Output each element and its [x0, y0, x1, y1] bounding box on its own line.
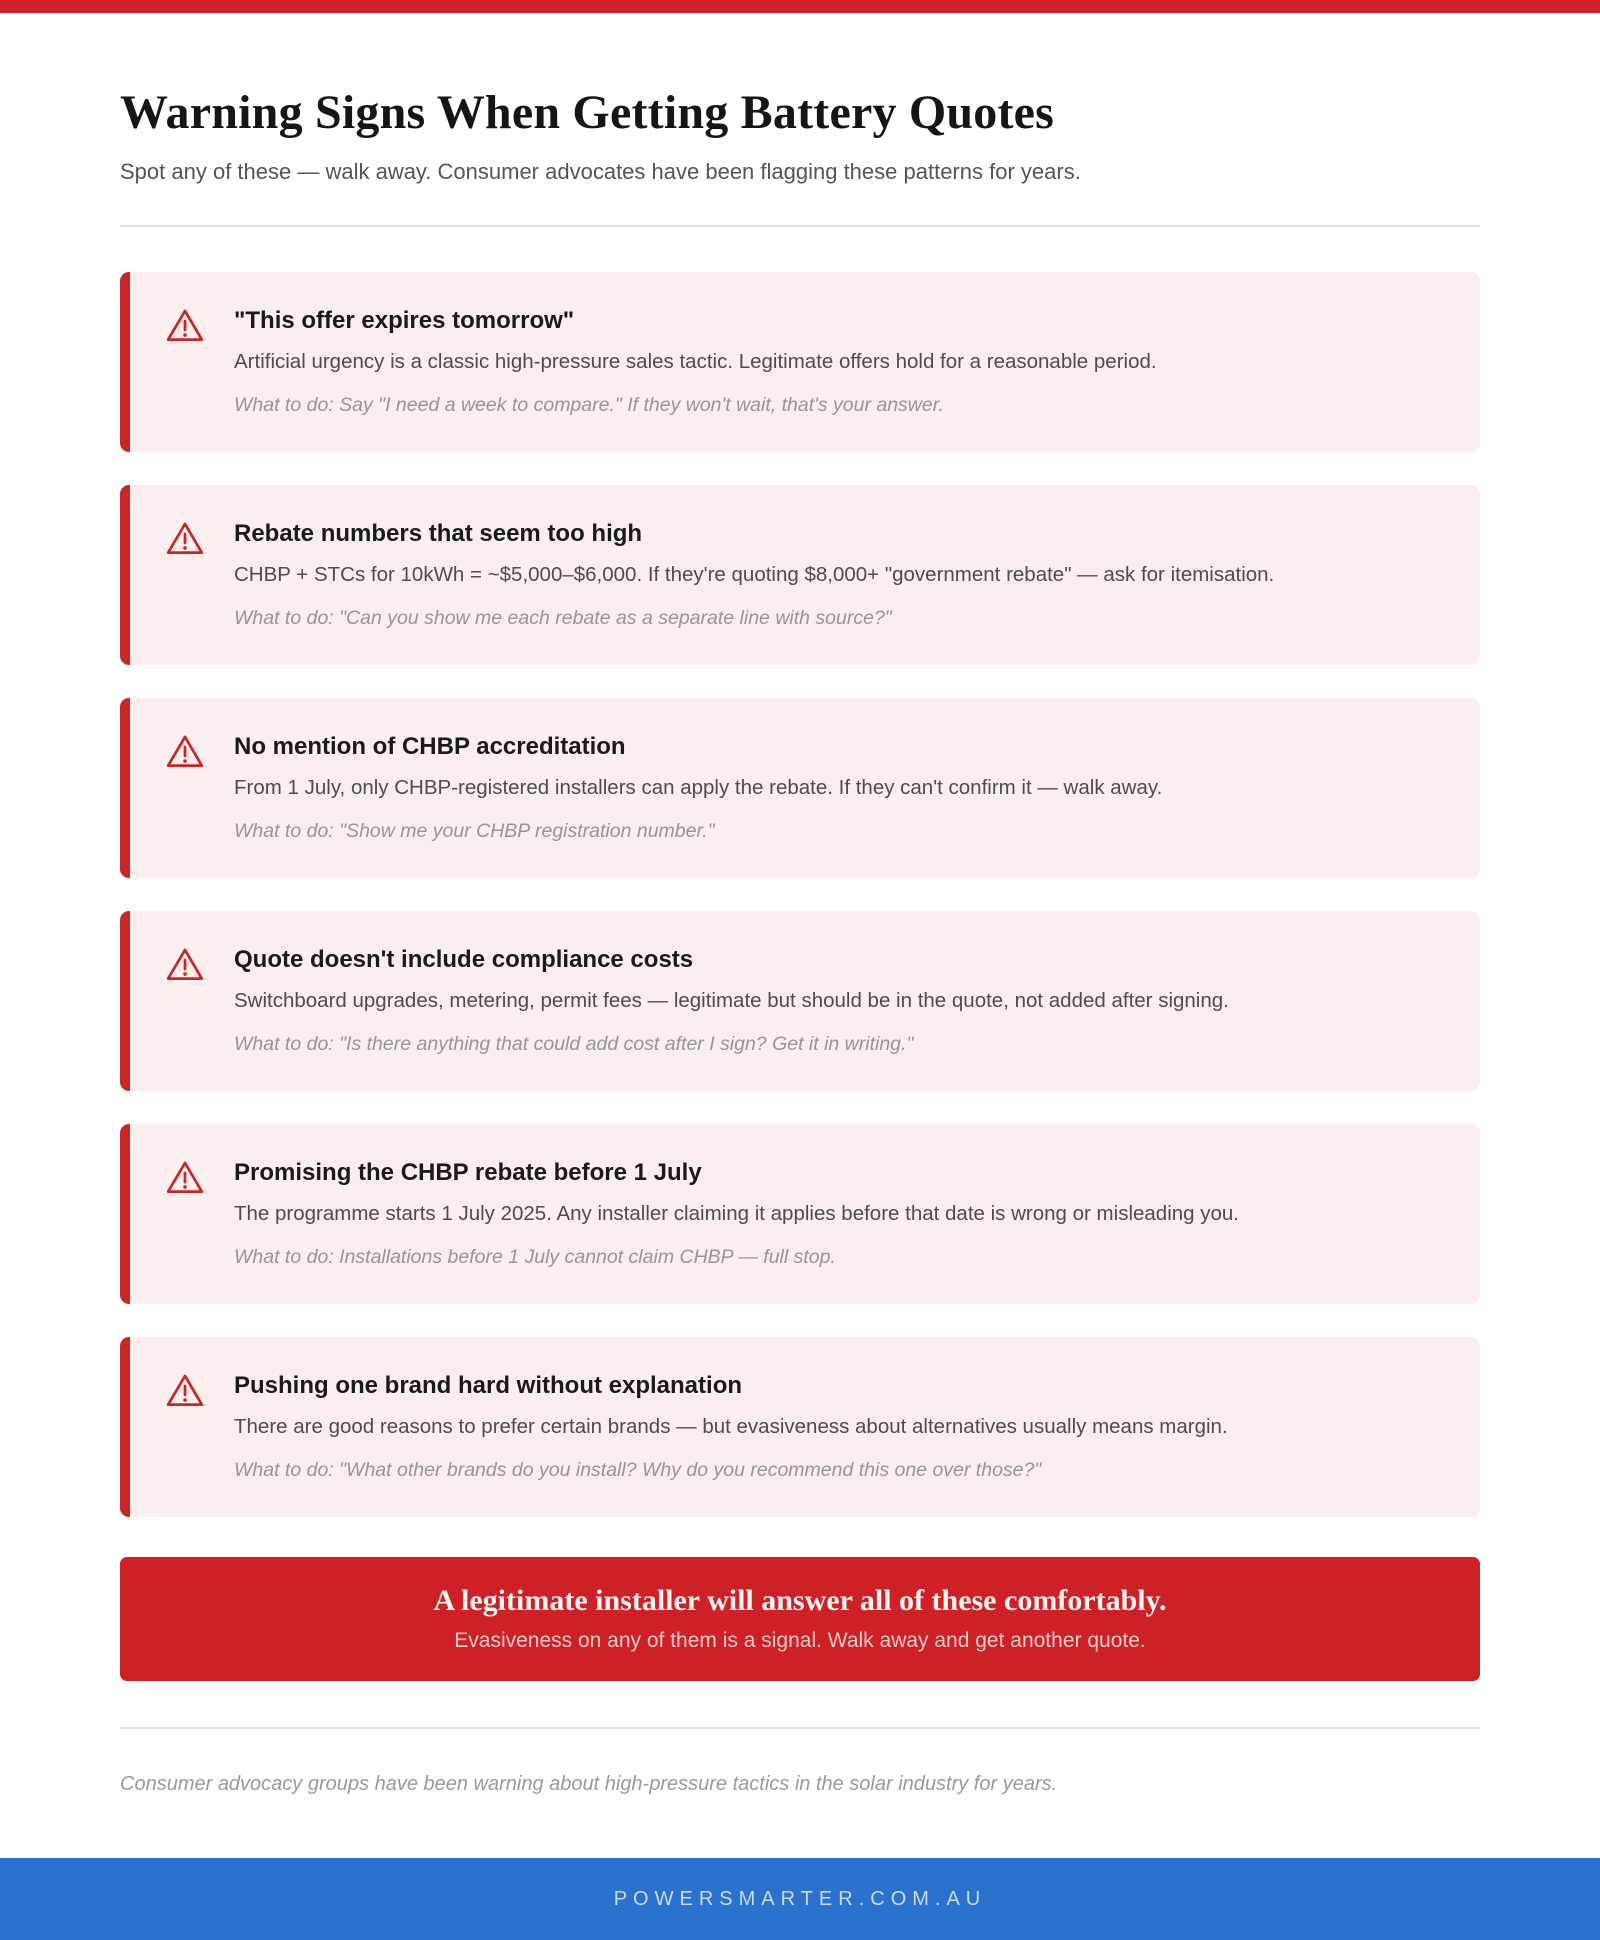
- warning-card: [120, 698, 1480, 878]
- warning-triangle-icon: [165, 520, 205, 631]
- card-body: [234, 1371, 1440, 1483]
- cta-banner: [120, 1557, 1480, 1681]
- document-body: [0, 13, 1600, 1858]
- card-description: Artificial urgency is a classic high-pressure sales tactic. Legitimate offers hold for a reasonable period.: [234, 350, 1157, 373]
- warning-card: [120, 1124, 1480, 1304]
- card-title: Pushing one brand hard without explanation: [234, 1372, 743, 1399]
- card-what-to-do: What to do: "What other brands do you install? Why do you recommend this one over those?": [234, 1459, 1042, 1481]
- card-description: The programme starts 1 July 2025. Any installer claiming it applies before that date is wrong or misleading you.: [234, 1202, 1240, 1225]
- site-url: POWERSMARTER.COM.AU: [613, 1887, 987, 1910]
- site-footer-bar: [0, 1858, 1600, 1940]
- card-title: Rebate numbers that seem too high: [234, 520, 643, 547]
- footnote: Consumer advocacy groups have been warning about high-pressure tactics in the solar industry for years.: [120, 1773, 1058, 1795]
- card-what-to-do: What to do: Say "I need a week to compare." If they won't wait, that's your answer.: [234, 394, 944, 416]
- card-what-to-do: What to do: "Show me your CHBP registration number.": [234, 820, 715, 842]
- card-what-to-do: What to do: "Is there anything that could add cost after I sign? Get it in writing.": [234, 1033, 914, 1055]
- warning-card: [120, 1337, 1480, 1517]
- card-what-to-do: What to do: "Can you show me each rebate as a separate line with source?": [234, 607, 892, 629]
- top-accent-bar: [0, 0, 1600, 13]
- warning-card: [120, 272, 1480, 452]
- card-what-to-do: What to do: Installations before 1 July cannot claim CHBP — full stop.: [234, 1246, 836, 1268]
- card-description: There are good reasons to prefer certain brands — but evasiveness about alternatives usually means margin.: [234, 1415, 1228, 1438]
- warning-triangle-icon: [165, 1159, 205, 1270]
- card-body: [234, 519, 1440, 631]
- warning-triangle-icon: [165, 1372, 205, 1483]
- warning-card-list: [120, 272, 1480, 1517]
- card-title: "This offer expires tomorrow": [234, 307, 575, 334]
- card-body: [234, 1158, 1440, 1270]
- warning-card: [120, 911, 1480, 1091]
- page-subtitle: Spot any of these — walk away. Consumer advocates have been flagging these patterns for years.: [120, 159, 1081, 184]
- card-body: [234, 732, 1440, 844]
- warning-triangle-icon: [165, 946, 205, 1057]
- cta-subtext: Evasiveness on any of them is a signal. Walk away and get another quote.: [454, 1629, 1146, 1652]
- card-description: From 1 July, only CHBP-registered installers can apply the rebate. If they can't confirm it — walk away.: [234, 776, 1163, 799]
- warning-triangle-icon: [165, 733, 205, 844]
- card-title: No mention of CHBP accreditation: [234, 733, 626, 760]
- card-description: Switchboard upgrades, metering, permit fees — legitimate but should be in the quote, not added after signing.: [234, 989, 1229, 1012]
- card-title: Promising the CHBP rebate before 1 July: [234, 1159, 702, 1186]
- footer-divider: [120, 1727, 1480, 1729]
- card-description: CHBP + STCs for 10kWh = ~$5,000–$6,000. If they're quoting $8,000+ "government rebate" — ask for itemisation.: [234, 563, 1275, 586]
- warning-triangle-icon: [165, 307, 205, 418]
- card-body: [234, 945, 1440, 1057]
- card-body: [234, 306, 1440, 418]
- card-title: Quote doesn't include compliance costs: [234, 946, 694, 973]
- warning-card: [120, 485, 1480, 665]
- page-header: [120, 85, 1480, 187]
- page-title: Warning Signs When Getting Battery Quotes: [120, 86, 1055, 139]
- header-divider: [120, 225, 1480, 227]
- cta-heading: A legitimate installer will answer all of these comfortably.: [433, 1584, 1167, 1617]
